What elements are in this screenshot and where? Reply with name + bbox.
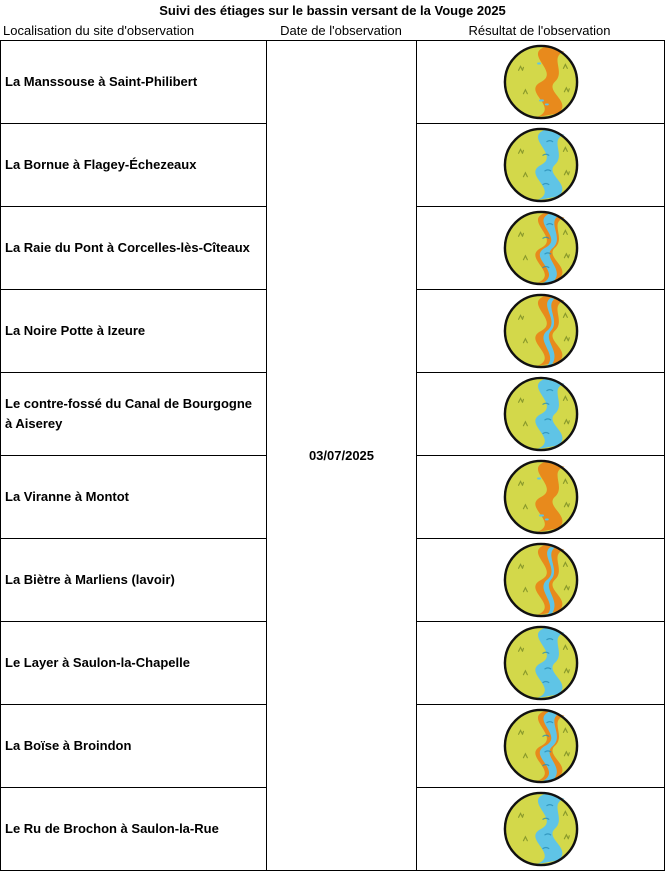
visible-flow-icon [502, 790, 580, 868]
site-name: La Biètre à Marliens (lavoir) [1, 539, 267, 622]
observation-table [0, 40, 665, 871]
weak-flow-icon [502, 209, 580, 287]
result-cell [417, 539, 665, 622]
result-cell [417, 788, 665, 871]
site-name: La Raie du Pont à Corcelles-lès-Cîteaux [1, 207, 267, 290]
reduced-flow-icon [502, 541, 580, 619]
result-cell [417, 373, 665, 456]
result-cell [417, 207, 665, 290]
visible-flow-icon [502, 624, 580, 702]
visible-flow-icon [502, 375, 580, 453]
page-title: Suivi des étiages sur le bassin versant de la Vouge 2025 [159, 3, 506, 18]
result-cell [417, 705, 665, 788]
site-name: La Viranne à Montot [1, 456, 267, 539]
header-date: Date de l'observation [280, 23, 402, 38]
dry-riverbed-icon [502, 458, 580, 536]
result-cell [417, 41, 665, 124]
header-result: Résultat de l'observation [468, 23, 611, 38]
site-name: La Bornue à Flagey-Échezeaux [1, 124, 267, 207]
site-name: Le Layer à Saulon-la-Chapelle [1, 622, 267, 705]
result-cell [417, 290, 665, 373]
site-name: Le Ru de Brochon à Saulon-la-Rue [1, 788, 267, 871]
observation-date: 03/07/2025 [267, 41, 417, 871]
visible-flow-icon [502, 126, 580, 204]
header-location: Localisation du site d'observation [3, 23, 195, 38]
dry-riverbed-icon [502, 43, 580, 121]
result-cell [417, 456, 665, 539]
weak-flow-icon [502, 707, 580, 785]
site-name: Le contre-fossé du Canal de Bourgogne à Aiserey [1, 373, 267, 456]
table-row [1, 41, 665, 124]
reduced-flow-icon [502, 292, 580, 370]
site-name: La Boïse à Broindon [1, 705, 267, 788]
result-cell [417, 622, 665, 705]
result-cell [417, 124, 665, 207]
site-name: La Manssouse à Saint-Philibert [1, 41, 267, 124]
site-name: La Noire Potte à Izeure [1, 290, 267, 373]
